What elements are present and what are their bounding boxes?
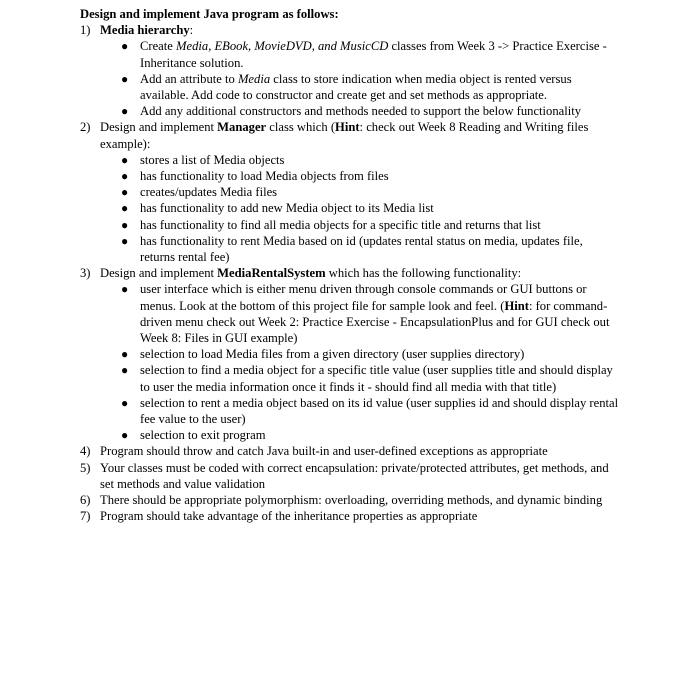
item-number: 5) (80, 460, 91, 475)
list-item: ● Create Media, EBook, MovieDVD, and MusicCD classes from Week 3 -> Practice Exercise - Inheritance solution. (121, 39, 607, 70)
media-rental-system-name: MediaRentalSystem (217, 266, 326, 281)
requirement-item-7: 7) Program should take advantage of the inheritance properties as appropriate (80, 509, 478, 524)
requirement-item-3: 3) Design and implement MediaRentalSystem which has the following functionality: ● user interface which is either menu driven through console commands or GUI buttons or menus. Look at the bottom of this project file for sample look and feel. (Hint: for command-driven menu check out Week 2: Practice Exercise - EncapsulationPlus and for GUI check out Week 8: Files in GUI example) ● selection to load Media files from a given directory (user supplies directory) ● selection to find a media object for a specific title value (user supplies title and should display to user the media information once it finds it - should find all media with that title) ● selection to rent a media object based on its id value (user supplies id and should display rental fee value to the user) ● selection to exit program (80, 266, 619, 443)
requirement-item-6: 6) There should be appropriate polymorphism: overloading, overriding methods, and dynamic binding (80, 493, 603, 508)
item-number: 3) (80, 266, 91, 281)
bullet-icon: ● (121, 71, 129, 86)
list-item: ● has functionality to find all media objects for a specific title and returns that list (121, 217, 541, 232)
list-item: ● selection to load Media files from a given directory (user supplies directory) (121, 347, 525, 362)
requirement-item-5: 5) Your classes must be coded with correct encapsulation: private/protected attributes, get methods, and set methods and value validation (80, 460, 609, 491)
bullet-icon: ● (121, 217, 129, 232)
bullet-icon: ● (121, 39, 129, 54)
list-item: ● stores a list of Media objects (121, 152, 285, 167)
document-title: Design and implement Java program as follows: (80, 7, 339, 21)
list-item: ● creates/updates Media files (121, 185, 278, 200)
hint-label: Hint (335, 120, 360, 135)
bullet-icon: ● (121, 201, 129, 216)
item-number: 2) (80, 120, 91, 135)
manager-class-name: Manager (217, 120, 267, 135)
bullet-icon: ● (121, 395, 129, 410)
bullet-icon: ● (121, 104, 129, 119)
bullet-icon: ● (121, 152, 129, 167)
item-number: 4) (80, 444, 91, 459)
list-item: ● selection to rent a media object based on its id value (user supplies id and should display rental fee value to the user) (121, 395, 619, 427)
manager-subitems (100, 152, 620, 265)
media-rental-system-subitems (100, 281, 620, 443)
bullet-icon: ● (121, 185, 129, 200)
assignment-document (80, 6, 620, 525)
requirements-list (80, 22, 620, 524)
item-number: 1) (80, 23, 91, 38)
hint-label: Hint (504, 298, 529, 313)
list-item: ● selection to find a media object for a specific title value (user supplies title and should display to user the media information once it finds it - should find all media with that title) (121, 363, 613, 394)
bullet-icon: ● (121, 347, 129, 362)
list-item: ● Add any additional constructors and methods needed to support the below functionality (121, 104, 582, 119)
list-item: ● Add an attribute to Media class to store indication when media object is rented versus available. Add code to constructor and create get and set methods as appropriate. (121, 71, 572, 103)
list-item: ● has functionality to load Media objects from files (121, 169, 389, 184)
media-hierarchy-subitems (100, 38, 620, 119)
requirement-item-1: 1) Media hierarchy: ● Create Media, EBook, MovieDVD, and MusicCD classes from Week 3 -> Practice Exercise - Inheritance solution. ● Add an attribute to Media class to store indication when media object is rented versus available. Add code to constructor and create get and set methods as appropriate. ● Add any additional constructors and methods needed to support the below functionality (80, 22, 620, 119)
media-hierarchy-heading: Media hierarchy (100, 23, 190, 38)
bullet-icon: ● (121, 282, 129, 297)
list-item: ● has functionality to rent Media based on id (updates rental status on media, updates file, returns rental fee) (121, 233, 583, 265)
list-item: ● has functionality to add new Media object to its Media list (121, 201, 434, 216)
item-number: 6) (80, 493, 91, 508)
list-item: ● selection to exit program (121, 428, 266, 443)
item-number: 7) (80, 509, 91, 524)
requirement-item-2: 2) Design and implement Manager class which (Hint: check out Week 8 Reading and Writing files example): ● stores a list of Media objects ● has functionality to load Media objects from files ● creates/updates Media files ● has functionality to add new Media object to its Media list ● has functionality to find all media objects for a specific title and returns that list ● has functionality to rent Media based on id (updates rental status on media, updates file, returns rental fee) (80, 119, 620, 265)
bullet-icon: ● (121, 169, 129, 184)
bullet-icon: ● (121, 233, 129, 248)
bullet-icon: ● (121, 428, 129, 443)
list-item: ● user interface which is either menu driven through console commands or GUI buttons or menus. Look at the bottom of this project file for sample look and feel. (Hint: for command-driven menu check out Week 2: Practice Exercise - EncapsulationPlus and for GUI check out Week 8: Files in GUI example) (121, 282, 610, 346)
bullet-icon: ● (121, 363, 129, 378)
requirement-item-4: 4) Program should throw and catch Java built-in and user-defined exceptions as appropriate (80, 444, 548, 459)
